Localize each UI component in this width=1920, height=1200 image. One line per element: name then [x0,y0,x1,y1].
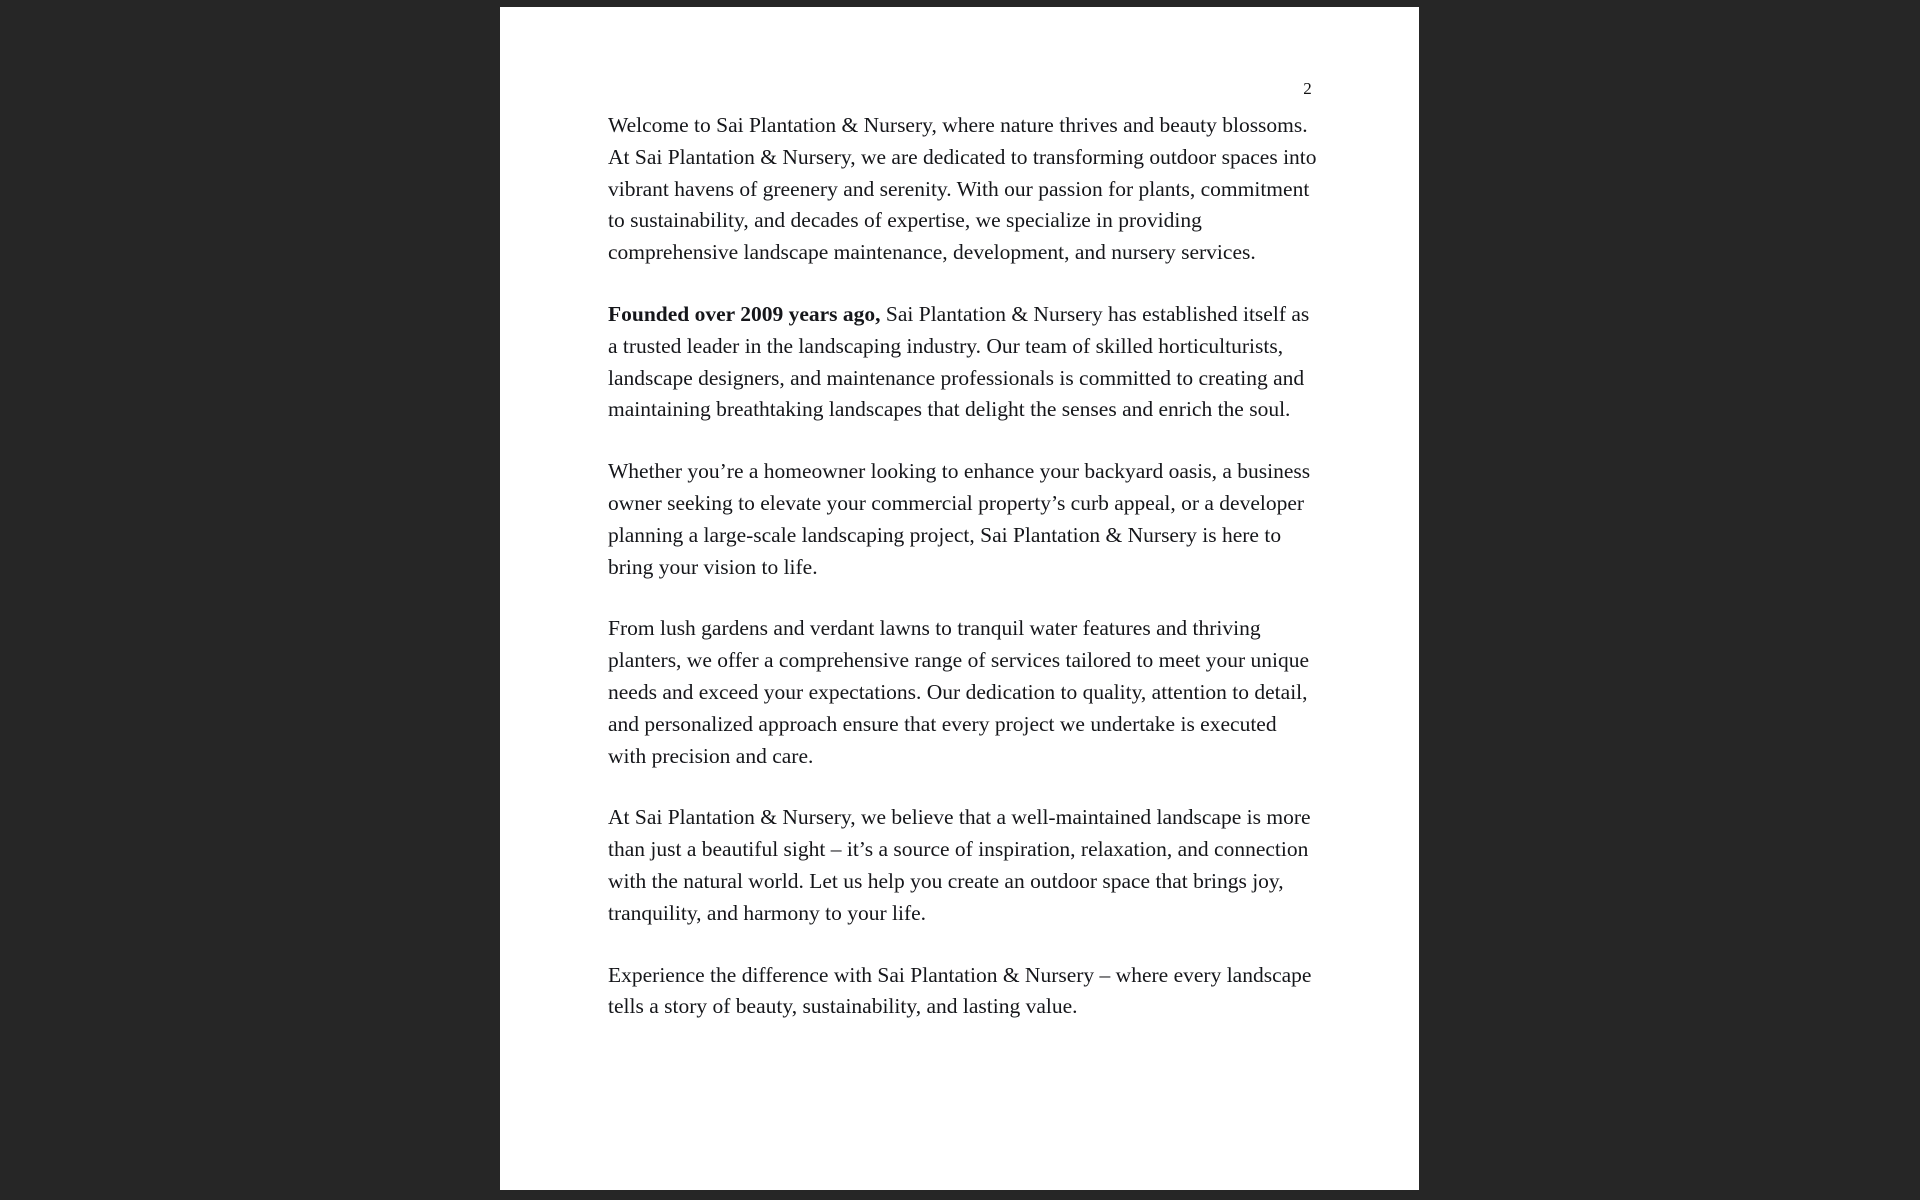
paragraph-audience [608,456,1318,583]
paragraph-closing-text: Experience the difference with Sai Plantation & Nursery – where every landscape tells a story of beauty, sustainability, and lasting value. [608,962,1312,1019]
paragraph-philosophy [608,802,1318,929]
paragraph-audience-text: Whether you’re a homeowner looking to enhance your backyard oasis, a business owner seeking to elevate your commercial property’s curb appeal, or a developer planning a large-scale landscaping project, Sai Plantation & Nursery is here to bring your vision to life. [608,459,1311,579]
paragraph-founded-bold-lead: Founded over 2009 years ago, [608,301,881,326]
paragraph-philosophy-text: At Sai Plantation & Nursery, we believe that a well-maintained landscape is more than just a beautiful sight – it’s a source of inspiration, relaxation, and connection with the natural world. Let us help you create an outdoor space that brings joy, tranquility, and harmony to your life. [608,805,1311,925]
paragraph-intro-text: Welcome to Sai Plantation & Nursery, where nature thrives and beauty blossoms. At Sai Plantation & Nursery, we are dedicated to transforming outdoor spaces into vibrant havens of greenery and serenity. With our passion for plants, commitment to sustainability, and decades of expertise, we specialize in providing comprehensive landscape maintenance, development, and nursery services. [608,113,1317,265]
document-body [608,110,1318,1023]
paragraph-intro [608,110,1318,269]
paragraph-founded [608,299,1318,426]
paragraph-closing [608,960,1318,1024]
paragraph-services [608,613,1318,772]
paragraph-services-text: From lush gardens and verdant lawns to tranquil water features and thriving planters, we offer a comprehensive range of services tailored to meet your unique needs and exceed your expectations. Our dedication to quality, attention to detail, and personalized approach ensure that every project we undertake is executed with precision and care. [608,616,1310,768]
paragraph-founded-text: Sai Plantation & Nursery has established itself as a trusted leader in the landscaping industry. Our team of skilled horticulturists, landscape designers, and maintenance professionals is committed to creating and maintaining breathtaking landscapes that delight the senses and enrich the soul. [608,301,1310,422]
page-number: 2 [1303,79,1312,98]
document-page [500,7,1419,1190]
